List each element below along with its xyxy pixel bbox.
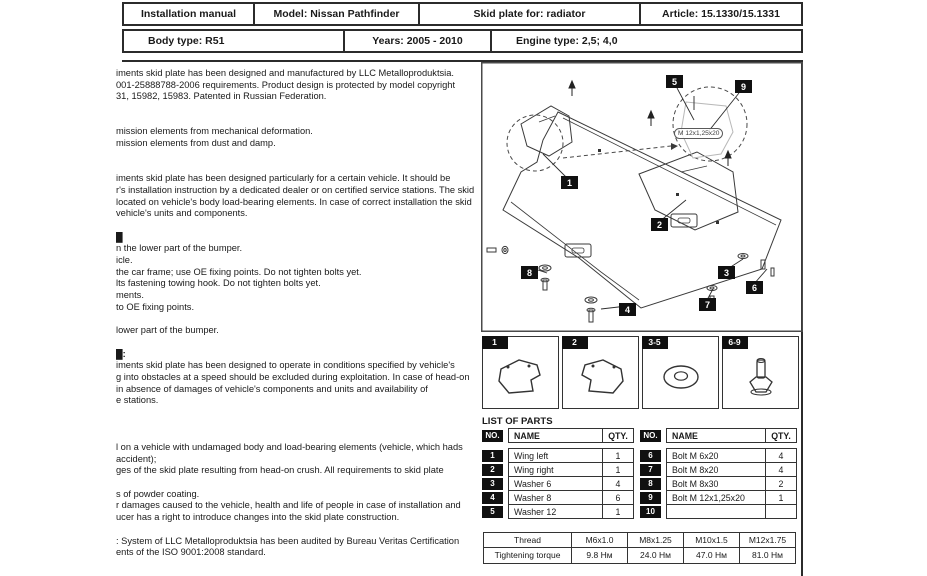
header-years: Years: 2005 - 2010 <box>343 31 490 51</box>
instruction-text-line <box>116 419 482 431</box>
callout-number: 8 <box>521 266 538 279</box>
part-qty: 4 <box>603 476 634 491</box>
instruction-text-line <box>116 115 482 127</box>
table-row <box>640 504 792 519</box>
part-name: Wing left <box>508 448 603 463</box>
instruction-text <box>116 68 482 559</box>
part-qty <box>766 504 797 519</box>
torque-table <box>483 532 796 564</box>
instruction-text-line <box>116 162 482 174</box>
instruction-text-line <box>116 220 482 232</box>
instruction-text-line: icle. <box>116 255 133 265</box>
part-number: 9 <box>640 492 661 504</box>
part-thumbnails <box>482 336 799 409</box>
parts-table-header <box>482 428 634 443</box>
part-qty: 1 <box>603 448 634 463</box>
wing-left-icon <box>491 353 551 401</box>
thumb-wing-left <box>482 336 559 409</box>
instruction-text-line: ucer has a right to introduce changes into the skid plate construction. <box>116 512 400 523</box>
callout-number: 9 <box>735 80 752 93</box>
torque-cell: 81.0 Нм <box>740 548 796 564</box>
table-row <box>482 504 634 519</box>
instruction-text-line: g into obstacles at a speed should be excluded during exploitation. In case of head-on <box>116 371 470 382</box>
callout-number: 2 <box>651 218 668 231</box>
washer-icon <box>651 353 711 401</box>
part-qty: 6 <box>603 490 634 505</box>
part-name: Bolt M 12x1,25x20 <box>666 490 766 505</box>
table-row <box>640 476 792 491</box>
part-name: Bolt M 6x20 <box>666 448 766 463</box>
torque-row-values <box>483 548 796 564</box>
thumb-tag: 1 <box>482 336 508 349</box>
instruction-text-line <box>116 150 482 162</box>
torque-row-thread <box>483 532 796 548</box>
instruction-text-line: to OE fixing points. <box>116 301 195 312</box>
part-name: Bolt M 8x20 <box>666 462 766 477</box>
thumb-washer <box>642 336 719 409</box>
parts-table-left <box>482 428 634 519</box>
table-row <box>482 448 634 463</box>
instruction-text-line: : System of LLC Metalloproduktsia has been audited by Bureau Veritas Certification <box>116 535 460 546</box>
instruction-text-line: accident); <box>116 453 157 464</box>
parts-list-title: LIST OF PARTS <box>482 416 553 427</box>
parts-table-right <box>640 428 792 519</box>
part-qty: 1 <box>603 504 634 519</box>
col-no: NO. <box>640 430 661 442</box>
part-name: Bolt M 8x30 <box>666 476 766 491</box>
col-no: NO. <box>482 430 503 442</box>
part-qty: 4 <box>766 448 797 463</box>
instruction-text-line <box>116 337 482 349</box>
part-number: 6 <box>640 450 661 462</box>
instruction-text-line: located on vehicle's body load-bearing elements. In case of correct installation the skid <box>116 196 472 207</box>
part-name: Wing right <box>508 462 603 477</box>
instruction-text-line <box>116 524 482 536</box>
thumb-tag: 6-9 <box>722 336 748 349</box>
header-row-2 <box>122 29 803 53</box>
instruction-text-line: ments. <box>116 290 144 301</box>
instruction-text-line: iments skid plate has been designed to operate in conditions specified by vehicle's <box>116 360 455 371</box>
torque-cell: 47.0 Нм <box>684 548 740 564</box>
instruction-text-line: in absence of damages of vehicle's components and units and availability of <box>116 383 428 394</box>
col-name: NAME <box>666 428 766 443</box>
callout-number: 3 <box>718 266 735 279</box>
part-qty: 4 <box>766 462 797 477</box>
table-row <box>482 476 634 491</box>
parts-rows-left <box>482 448 634 519</box>
torque-cell: Tightening torque <box>483 548 572 564</box>
thumb-tag: 3-5 <box>642 336 668 349</box>
instruction-text-line: the car frame; use OE fixing points. Do not tighten bolts yet. <box>116 266 362 277</box>
instruction-text-line: s of powder coating. <box>116 488 200 499</box>
header-row-1 <box>122 2 803 26</box>
part-qty: 1 <box>603 462 634 477</box>
instruction-text-line: iments skid plate has been designed particularly for a certain vehicle. It should be <box>116 173 451 184</box>
torque-cell: Thread <box>483 532 572 548</box>
instruction-text-line: █: <box>116 348 126 359</box>
table-row <box>640 462 792 477</box>
col-qty: QTY. <box>603 428 634 443</box>
part-name: Washer 8 <box>508 490 603 505</box>
callout-number: 5 <box>666 75 683 88</box>
thumb-wing-right <box>562 336 639 409</box>
callout-number: 1 <box>561 176 578 189</box>
instruction-text-line: r's installation instruction by a dedicated dealer or on certified service stations. The skid <box>116 184 475 195</box>
col-name: NAME <box>508 428 603 443</box>
part-qty: 2 <box>766 476 797 491</box>
instruction-text-line: 31, 15982, 15983. Patented in Russian Federation. <box>116 91 327 102</box>
instruction-text-line: vehicle's units and components. <box>116 208 248 219</box>
part-number: 2 <box>482 464 503 476</box>
instruction-text-line <box>116 477 482 489</box>
parts-table-header <box>640 428 792 443</box>
header-skid-plate-for: Skid plate for: radiator <box>418 4 639 24</box>
header-article: Article: 15.1330/15.1331 <box>639 4 801 24</box>
torque-cell: M10x1.5 <box>684 532 740 548</box>
instruction-text-line: mission elements from mechanical deformation. <box>116 126 313 137</box>
part-number: 1 <box>482 450 503 462</box>
parts-rows-right <box>640 448 792 519</box>
table-row <box>640 490 792 505</box>
thumb-tag: 2 <box>562 336 588 349</box>
header-model: Model: Nissan Pathfinder <box>253 4 418 24</box>
torque-cell: 9.8 Нм <box>572 548 628 564</box>
instruction-text-line: r damages caused to the vehicle, health and life of people in case of installation and <box>116 500 461 511</box>
part-number: 3 <box>482 478 503 490</box>
part-qty: 1 <box>766 490 797 505</box>
callout-number: 7 <box>699 298 716 311</box>
header-doc-type: Installation manual <box>140 8 237 20</box>
instruction-text-line: █ <box>116 231 123 242</box>
header-body-type: Body type: R51 <box>148 35 225 47</box>
instruction-text-line: mission elements from dust and damp. <box>116 138 276 149</box>
instruction-text-line <box>116 103 482 115</box>
bolt-icon <box>731 353 791 401</box>
instruction-text-line: 001-25888788-2006 requirements. Product design is protected by model copyright <box>116 79 456 90</box>
torque-cell: M12x1.75 <box>740 532 796 548</box>
part-number: 5 <box>482 506 503 518</box>
wing-right-icon <box>571 353 631 401</box>
instruction-text-line: l on a vehicle with undamaged body and load-bearing elements (vehicle, which hads <box>116 442 463 452</box>
part-number: 8 <box>640 478 661 490</box>
instruction-text-line: lower part of the bumper. <box>116 325 219 336</box>
instruction-text-line: lts fastening towing hook. Do not tighten bolts yet. <box>116 278 321 289</box>
callout-number: 6 <box>746 281 763 294</box>
thumb-bolt <box>722 336 799 409</box>
instruction-text-line <box>116 430 482 442</box>
part-number: 4 <box>482 492 503 504</box>
torque-cell: 24.0 Нм <box>628 548 684 564</box>
table-row <box>482 462 634 477</box>
table-row <box>640 448 792 463</box>
instruction-text-line <box>116 407 482 419</box>
instruction-text-line: iments skid plate has been designed and manufactured by LLC Metalloproduktsia. <box>116 68 454 78</box>
part-number: 10 <box>640 506 661 518</box>
instruction-text-line: ges of the skid plate resulting from head-on crush. All requirements to skid plate <box>116 465 444 476</box>
torque-cell: M6x1.0 <box>572 532 628 548</box>
part-name: Washer 12 <box>508 504 603 519</box>
part-name: Washer 6 <box>508 476 603 491</box>
torque-cell: M8x1.25 <box>628 532 684 548</box>
part-name <box>666 504 766 519</box>
col-qty: QTY. <box>766 428 797 443</box>
instruction-text-line: e stations. <box>116 395 159 406</box>
assembly-diagram <box>481 62 803 332</box>
part-number: 7 <box>640 464 661 476</box>
header-engine-type: Engine type: 2,5; 4,0 <box>490 31 801 51</box>
instruction-text-line: n the lower part of the bumper. <box>116 243 243 254</box>
callout-number: 4 <box>619 303 636 316</box>
thread-size-label: M 12x1,25x20 <box>674 128 723 139</box>
instruction-text-line: ents of the ISO 9001:2008 standard. <box>116 547 266 558</box>
instruction-text-line <box>116 313 482 325</box>
table-row <box>482 490 634 505</box>
